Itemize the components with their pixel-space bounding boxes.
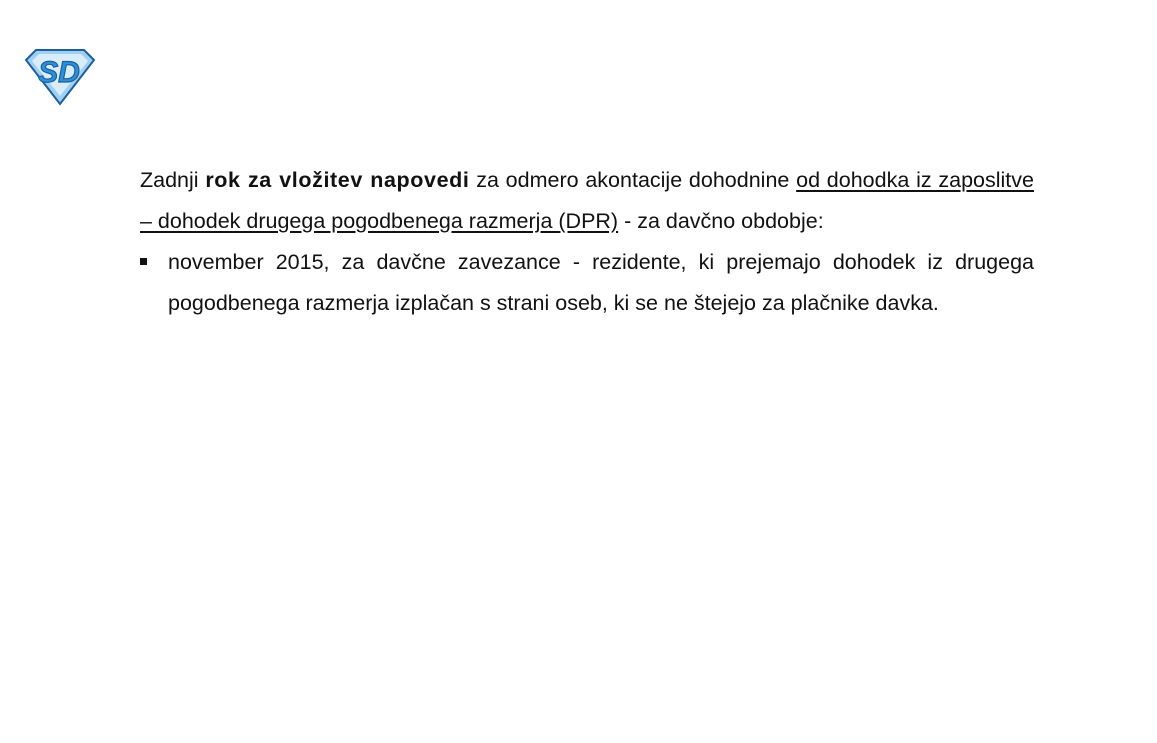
intro-paragraph <box>140 160 1034 242</box>
intro-text-2: za odmero akontacije dohodnine <box>469 168 797 192</box>
intro-underlined-income-type: od dohodka iz zaposlitve – dohodek drugega pogodbenega razmerja (DPR) <box>140 168 1034 233</box>
sd-logo-shield-icon <box>22 48 96 106</box>
intro-bold-deadline: rok za vložitev napovedi <box>205 168 470 192</box>
square-bullet-icon <box>140 258 147 265</box>
intro-text-3: - za davčno obdobje: <box>618 209 824 233</box>
intro-text-1: Zadnji <box>140 168 206 192</box>
document-body <box>140 160 1034 324</box>
sd-logo <box>22 48 96 106</box>
bullet-list-item <box>140 242 1034 324</box>
sd-logo-text: SD <box>38 56 80 89</box>
bullet-text: november 2015, za davčne zavezance - rezidente, ki prejemajo dohodek iz drugega pogodbenega razmerja izplačan s strani oseb, ki se ne štejejo za plačnike davka. <box>168 250 1034 315</box>
